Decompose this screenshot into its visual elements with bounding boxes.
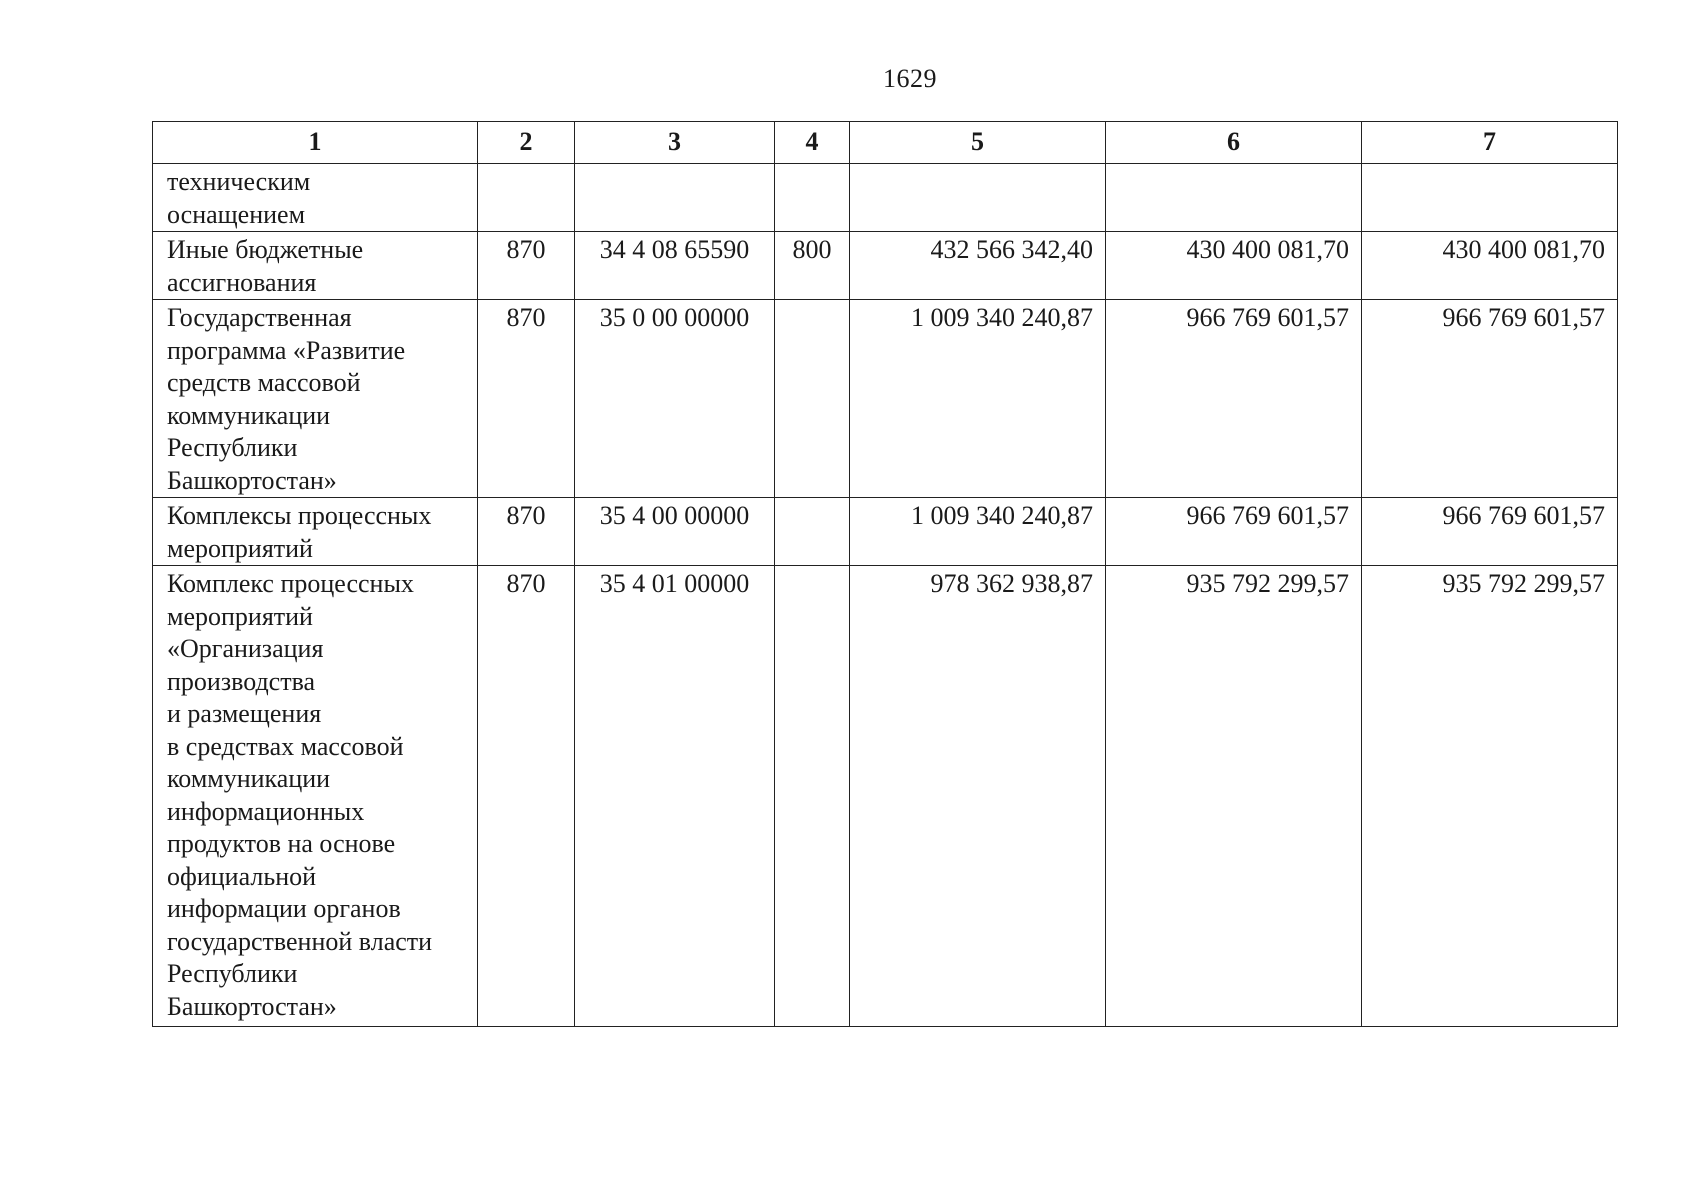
table-row (153, 164, 1618, 232)
row-ministry-code: 870 (478, 300, 575, 498)
row-amount-year-3: 430 400 081,70 (1362, 232, 1618, 300)
budget-table (152, 121, 1618, 1027)
row-name: Иные бюджетные ассигнования (153, 232, 478, 300)
table-row (153, 300, 1618, 498)
row-name: Государственная программа «Развитие средств массовой коммуникации Республики Башкортостан» (153, 300, 478, 498)
row-target-code: 34 4 08 65590 (575, 232, 775, 300)
row-amount-year-1: 1 009 340 240,87 (850, 498, 1106, 566)
row-amount-year-1: 1 009 340 240,87 (850, 300, 1106, 498)
row-expense-type (775, 498, 850, 566)
row-target-code: 35 0 00 00000 (575, 300, 775, 498)
row-amount-year-3: 966 769 601,57 (1362, 498, 1618, 566)
row-name: Комплексы процессных мероприятий (153, 498, 478, 566)
row-expense-type (775, 566, 850, 1027)
row-amount-year-2 (1106, 164, 1362, 232)
row-name: техническим оснащением (153, 164, 478, 232)
row-amount-year-1: 978 362 938,87 (850, 566, 1106, 1027)
row-amount-year-3 (1362, 164, 1618, 232)
row-amount-year-3: 935 792 299,57 (1362, 566, 1618, 1027)
page-number: 1629 (883, 64, 937, 93)
row-amount-year-2: 966 769 601,57 (1106, 498, 1362, 566)
header-col-3: 3 (575, 122, 775, 164)
row-amount-year-2: 935 792 299,57 (1106, 566, 1362, 1027)
table-row (153, 232, 1618, 300)
table-row (153, 498, 1618, 566)
row-ministry-code: 870 (478, 232, 575, 300)
row-ministry-code: 870 (478, 498, 575, 566)
row-expense-type (775, 300, 850, 498)
row-target-code (575, 164, 775, 232)
row-amount-year-1: 432 566 342,40 (850, 232, 1106, 300)
row-name: Комплекс процессных мероприятий «Организация производства и размещения в средствах массовой коммуникации информационных продуктов на основе официальной информации органов государственной власти Республики Башкортостан» (153, 566, 478, 1027)
row-target-code: 35 4 00 00000 (575, 498, 775, 566)
row-amount-year-2: 966 769 601,57 (1106, 300, 1362, 498)
header-col-4: 4 (775, 122, 850, 164)
header-col-6: 6 (1106, 122, 1362, 164)
row-amount-year-3: 966 769 601,57 (1362, 300, 1618, 498)
row-expense-type: 800 (775, 232, 850, 300)
header-col-5: 5 (850, 122, 1106, 164)
header-row (153, 122, 1618, 164)
row-ministry-code: 870 (478, 566, 575, 1027)
row-target-code: 35 4 01 00000 (575, 566, 775, 1027)
header-col-1: 1 (153, 122, 478, 164)
table-row (153, 566, 1618, 1027)
row-ministry-code (478, 164, 575, 232)
row-amount-year-1 (850, 164, 1106, 232)
header-col-2: 2 (478, 122, 575, 164)
row-expense-type (775, 164, 850, 232)
row-amount-year-2: 430 400 081,70 (1106, 232, 1362, 300)
header-col-7: 7 (1362, 122, 1618, 164)
